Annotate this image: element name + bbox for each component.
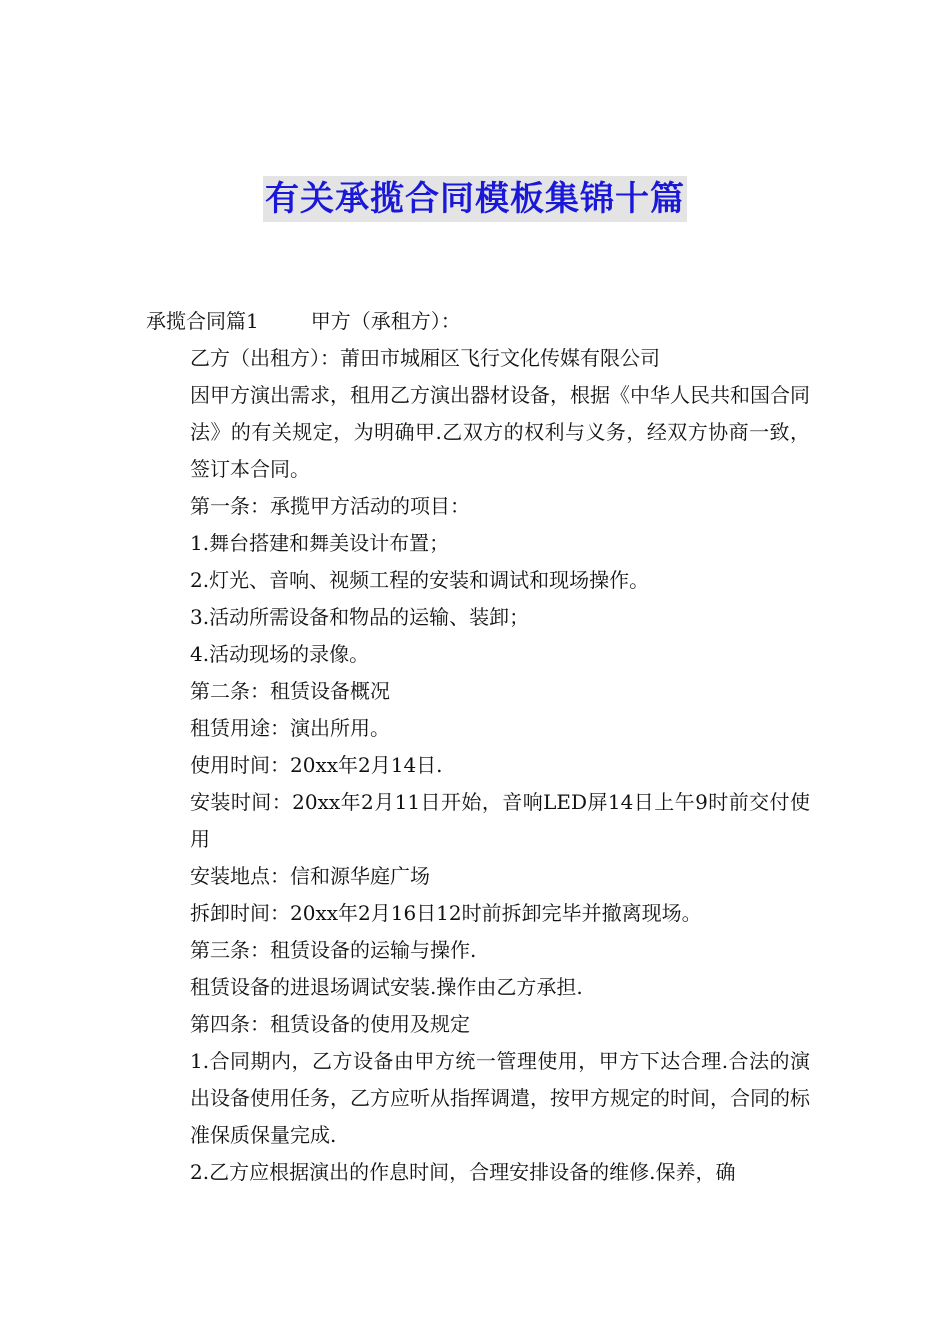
paragraph-article-4: 第四条：租赁设备的使用及规定 — [190, 1012, 470, 1036]
paragraph-purpose: 租赁用途：演出所用。 — [190, 716, 390, 740]
list-item: 2.灯光、音响、视频工程的安装和调试和现场操作。 — [190, 568, 650, 592]
paragraph-article-3: 第三条：租赁设备的运输与操作. — [190, 938, 477, 962]
section-label: 承揽合同篇1 — [146, 309, 259, 333]
paragraph-article-2: 第二条：租赁设备概况 — [190, 679, 390, 703]
list-item: 4.活动现场的录像。 — [190, 642, 370, 666]
paragraph-preamble: 因甲方演出需求，租用乙方演出器材设备，根据《中华人民共和国合同法》的有关规定，为明确甲.乙双方的权利与义务，经双方协商一致，签订本合同。 — [190, 383, 810, 481]
paragraph-transport: 租赁设备的进退场调试安装.操作由乙方承担. — [190, 975, 583, 999]
paragraph-clause-1: 1.合同期内，乙方设备由甲方统一管理使用，甲方下达合理.合法的演出设备使用任务，乙方应听从指挥调遣，按甲方规定的时间，合同的标准保质保量完成. — [190, 1049, 810, 1147]
paragraph-dismantle-time: 拆卸时间：20xx年2月16日12时前拆卸完毕并撤离现场。 — [190, 901, 702, 925]
paragraph-party-b: 乙方（出租方）：莆田市城厢区飞行文化传媒有限公司 — [190, 346, 660, 370]
title-container — [0, 176, 950, 222]
list-item: 1.舞台搭建和舞美设计布置； — [190, 531, 450, 555]
paragraph-install-time: 安装时间：20xx年2月11日开始，音响LED屏14日上午9时前交付使用 — [190, 790, 810, 851]
list-item: 3.活动所需设备和物品的运输、装卸； — [190, 605, 530, 629]
paragraph-article-1: 第一条：承揽甲方活动的项目： — [190, 494, 470, 518]
party-a-label: 甲方（承租方）： — [310, 309, 461, 333]
paragraph-use-time: 使用时间：20xx年2月14日. — [190, 753, 443, 777]
paragraph-clause-2: 2.乙方应根据演出的作息时间，合理安排设备的维修.保养，确 — [190, 1160, 736, 1184]
document-title: 有关承揽合同模板集锦十篇 — [263, 176, 687, 222]
first-line — [146, 303, 810, 340]
paragraph-install-location: 安装地点：信和源华庭广场 — [190, 864, 430, 888]
document-body — [146, 303, 810, 1191]
